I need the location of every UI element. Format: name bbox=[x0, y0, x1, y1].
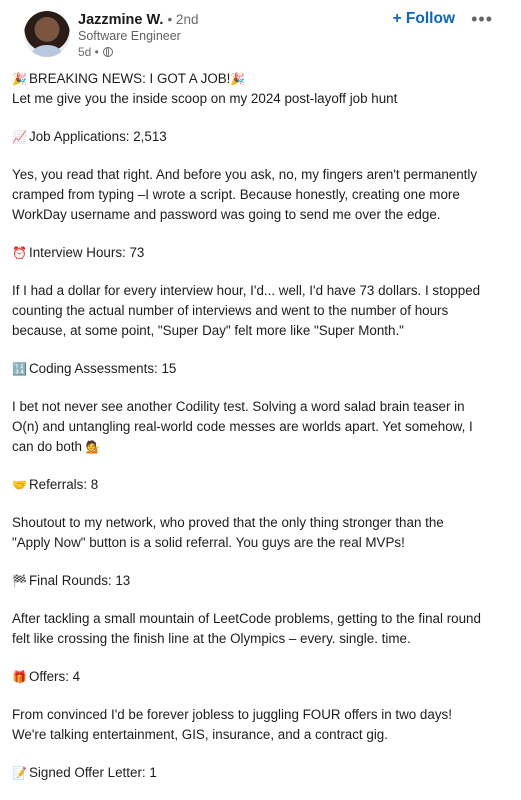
post-header bbox=[12, 0, 507, 68]
paragraph-line: "Apply Now" button is a solid referral. You guys are the real MVPs! bbox=[12, 535, 405, 550]
intro-line: Let me give you the inside scoop on my 2024 post-layoff job hunt bbox=[12, 91, 398, 106]
section-referrals-label: Referrals: 8 bbox=[29, 477, 99, 492]
author-headline: Software Engineer bbox=[78, 29, 181, 44]
paragraph-line: counting the actual number of interviews and went to the number of hours bbox=[12, 303, 449, 318]
paragraph-line: Yes, you read that right. And before you ask, no, my fingers aren't permanently bbox=[12, 167, 478, 182]
section-applications-label: Job Applications: 2,513 bbox=[29, 129, 167, 144]
section-signed-label: Signed Offer Letter: 1 bbox=[29, 765, 157, 780]
numbers-icon: 🔢 bbox=[12, 362, 27, 376]
section-final-label: Final Rounds: 13 bbox=[29, 573, 131, 588]
avatar[interactable] bbox=[24, 11, 70, 57]
author-name[interactable]: Jazzmine W. bbox=[78, 12, 164, 28]
section-offers-label: Offers: 4 bbox=[29, 669, 81, 684]
section-interview-label: Interview Hours: 73 bbox=[29, 245, 145, 260]
post-body bbox=[12, 69, 512, 783]
paragraph-line: If I had a dollar for every interview hour, I'd... well, I'd have 73 dollars. I stopped bbox=[12, 283, 481, 298]
paragraph-line: From convinced I'd be forever jobless to juggling FOUR offers in two days! bbox=[12, 707, 452, 722]
follow-button[interactable]: + Follow bbox=[392, 10, 455, 27]
paragraph-line: felt like crossing the finish line at the Olympics – every. single. time. bbox=[12, 631, 411, 646]
paragraph-line: WorkDay username and password was going to send me over the edge. bbox=[12, 207, 441, 222]
alarm-clock-icon: ⏰ bbox=[12, 246, 27, 260]
paragraph-line: O(n) and untangling real-world code messes are worlds apart. Yet somehow, I bbox=[12, 419, 473, 434]
connection-degree: • 2nd bbox=[167, 12, 199, 27]
paragraph-line: can do both bbox=[12, 439, 82, 454]
more-icon[interactable]: ••• bbox=[471, 9, 493, 29]
chart-increasing-icon: 📈 bbox=[12, 130, 27, 144]
globe-icon bbox=[103, 47, 113, 57]
paragraph-line: because, at some point, "Super Day" felt more like "Super Month." bbox=[12, 323, 404, 338]
checkered-flag-icon: 🏁 bbox=[12, 574, 27, 588]
breaking-news-line: BREAKING NEWS: I GOT A JOB! bbox=[29, 71, 231, 86]
person-gesturing-icon: 💁 bbox=[85, 440, 101, 454]
gift-icon: 🎁 bbox=[12, 670, 27, 684]
handshake-icon: 🤝 bbox=[12, 478, 27, 492]
paragraph-line: Shoutout to my network, who proved that the only thing stronger than the bbox=[12, 515, 444, 530]
author-meta bbox=[78, 11, 198, 60]
paragraph-line: We're talking entertainment, GIS, insurance, and a contract gig. bbox=[12, 727, 388, 742]
party-popper-icon: 🎉 bbox=[230, 72, 246, 86]
paragraph-line: After tackling a small mountain of LeetCode problems, getting to the final round bbox=[12, 611, 481, 626]
paragraph-line: I bet not never see another Codility test. Solving a word salad brain teaser in bbox=[12, 399, 465, 414]
paragraph-line: cramped from typing –I wrote a script. Because honestly, creating one more bbox=[12, 187, 460, 202]
section-coding-label: Coding Assessments: 15 bbox=[29, 361, 177, 376]
memo-icon: 📝 bbox=[12, 766, 27, 780]
party-popper-icon: 🎉 bbox=[12, 72, 27, 86]
post-time: 5d • bbox=[78, 44, 99, 59]
